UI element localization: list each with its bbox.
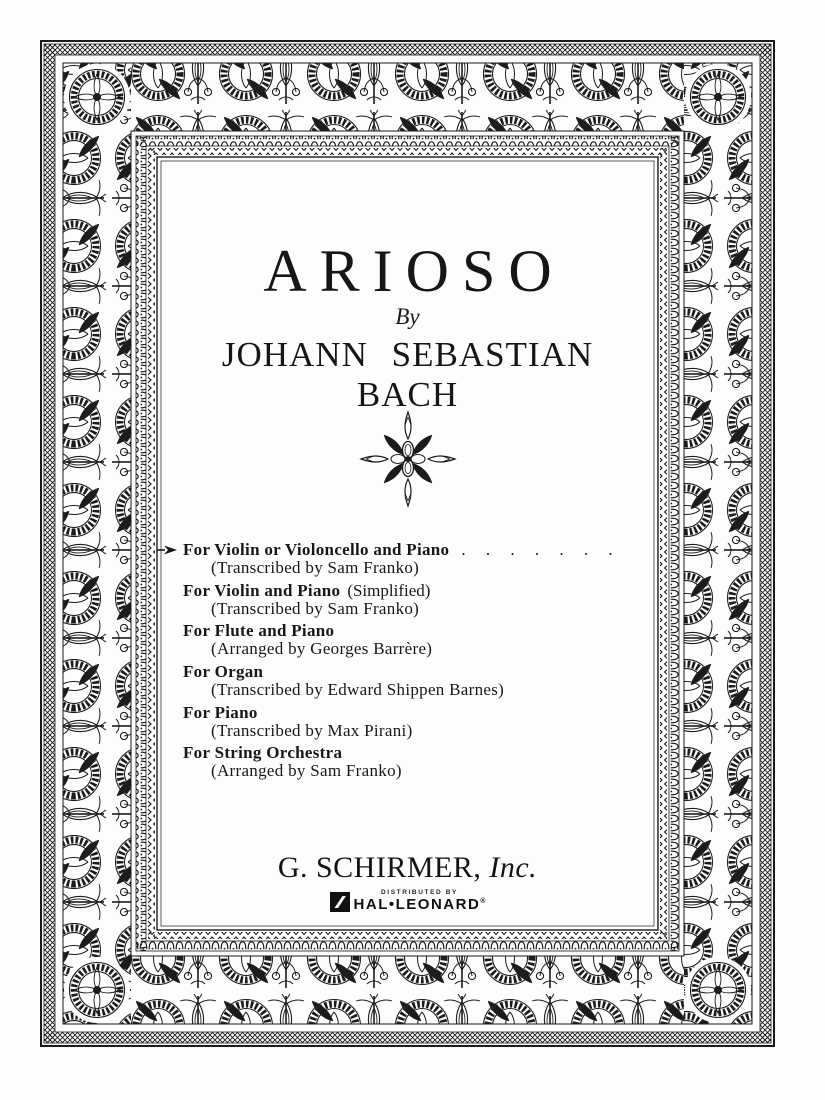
ornament-container	[163, 409, 652, 514]
arrangement-title-line	[183, 622, 643, 640]
list-item	[183, 744, 643, 780]
arrangement-credit: (Transcribed by Max Pirani)	[211, 720, 413, 740]
arrangement-credit: (Transcribed by Edward Shippen Barnes)	[211, 679, 505, 699]
arrangement-credit: (Arranged by Sam Franko)	[211, 761, 402, 781]
leader-dots: . . . . . . .	[461, 540, 613, 559]
publisher-name-suffix: Inc.	[489, 851, 538, 884]
publisher-name	[163, 851, 652, 885]
arrangement-title: For String Orchestra	[183, 743, 343, 763]
publisher-name-main: G. SCHIRMER,	[277, 851, 482, 884]
arrangement-title: For Piano	[183, 702, 258, 722]
arrangement-title-line	[183, 663, 643, 681]
arrangement-list	[183, 541, 643, 785]
list-item	[183, 704, 643, 740]
arrangement-title: For Violin or Violoncello and Piano	[183, 540, 450, 559]
arrangement-credit: (Transcribed by Sam Franko)	[211, 598, 420, 618]
distributor-logo	[163, 889, 652, 912]
composer-name: JOHANN SEBASTIAN BACH	[221, 335, 594, 414]
arrangement-title-line	[183, 744, 643, 762]
list-item	[183, 541, 643, 577]
list-item	[183, 663, 643, 699]
cover-content	[163, 163, 652, 924]
distributor-text	[354, 889, 486, 912]
arrangement-title-line	[183, 541, 643, 559]
diamond-rosette-icon	[358, 409, 458, 509]
hal-leonard-mark-icon	[330, 892, 350, 912]
arrangement-credit: (Transcribed by Sam Franko)	[211, 557, 420, 577]
arrangement-credit: (Arranged by Georges Barrère)	[211, 639, 433, 659]
page-title: ARIOSO	[263, 238, 565, 305]
arrangement-title: For Organ	[183, 662, 264, 682]
distributed-by-label: DISTRIBUTED BY	[381, 889, 458, 896]
list-item	[183, 582, 643, 618]
arrangement-title: For Flute and Piano	[183, 621, 335, 641]
distributor-name: HAL•LEONARD	[353, 896, 481, 913]
registered-trademark: ®	[480, 898, 486, 905]
arrangement-title-line	[183, 704, 643, 722]
hal-leonard-wordmark	[354, 897, 486, 912]
byline: By	[395, 304, 420, 329]
arrangement-title-line	[183, 582, 643, 600]
arrangement-suffix: (Simplified)	[347, 580, 431, 600]
list-item	[183, 622, 643, 658]
selection-arrow-icon	[156, 544, 178, 556]
arrangement-title: For Violin and Piano	[183, 580, 341, 600]
